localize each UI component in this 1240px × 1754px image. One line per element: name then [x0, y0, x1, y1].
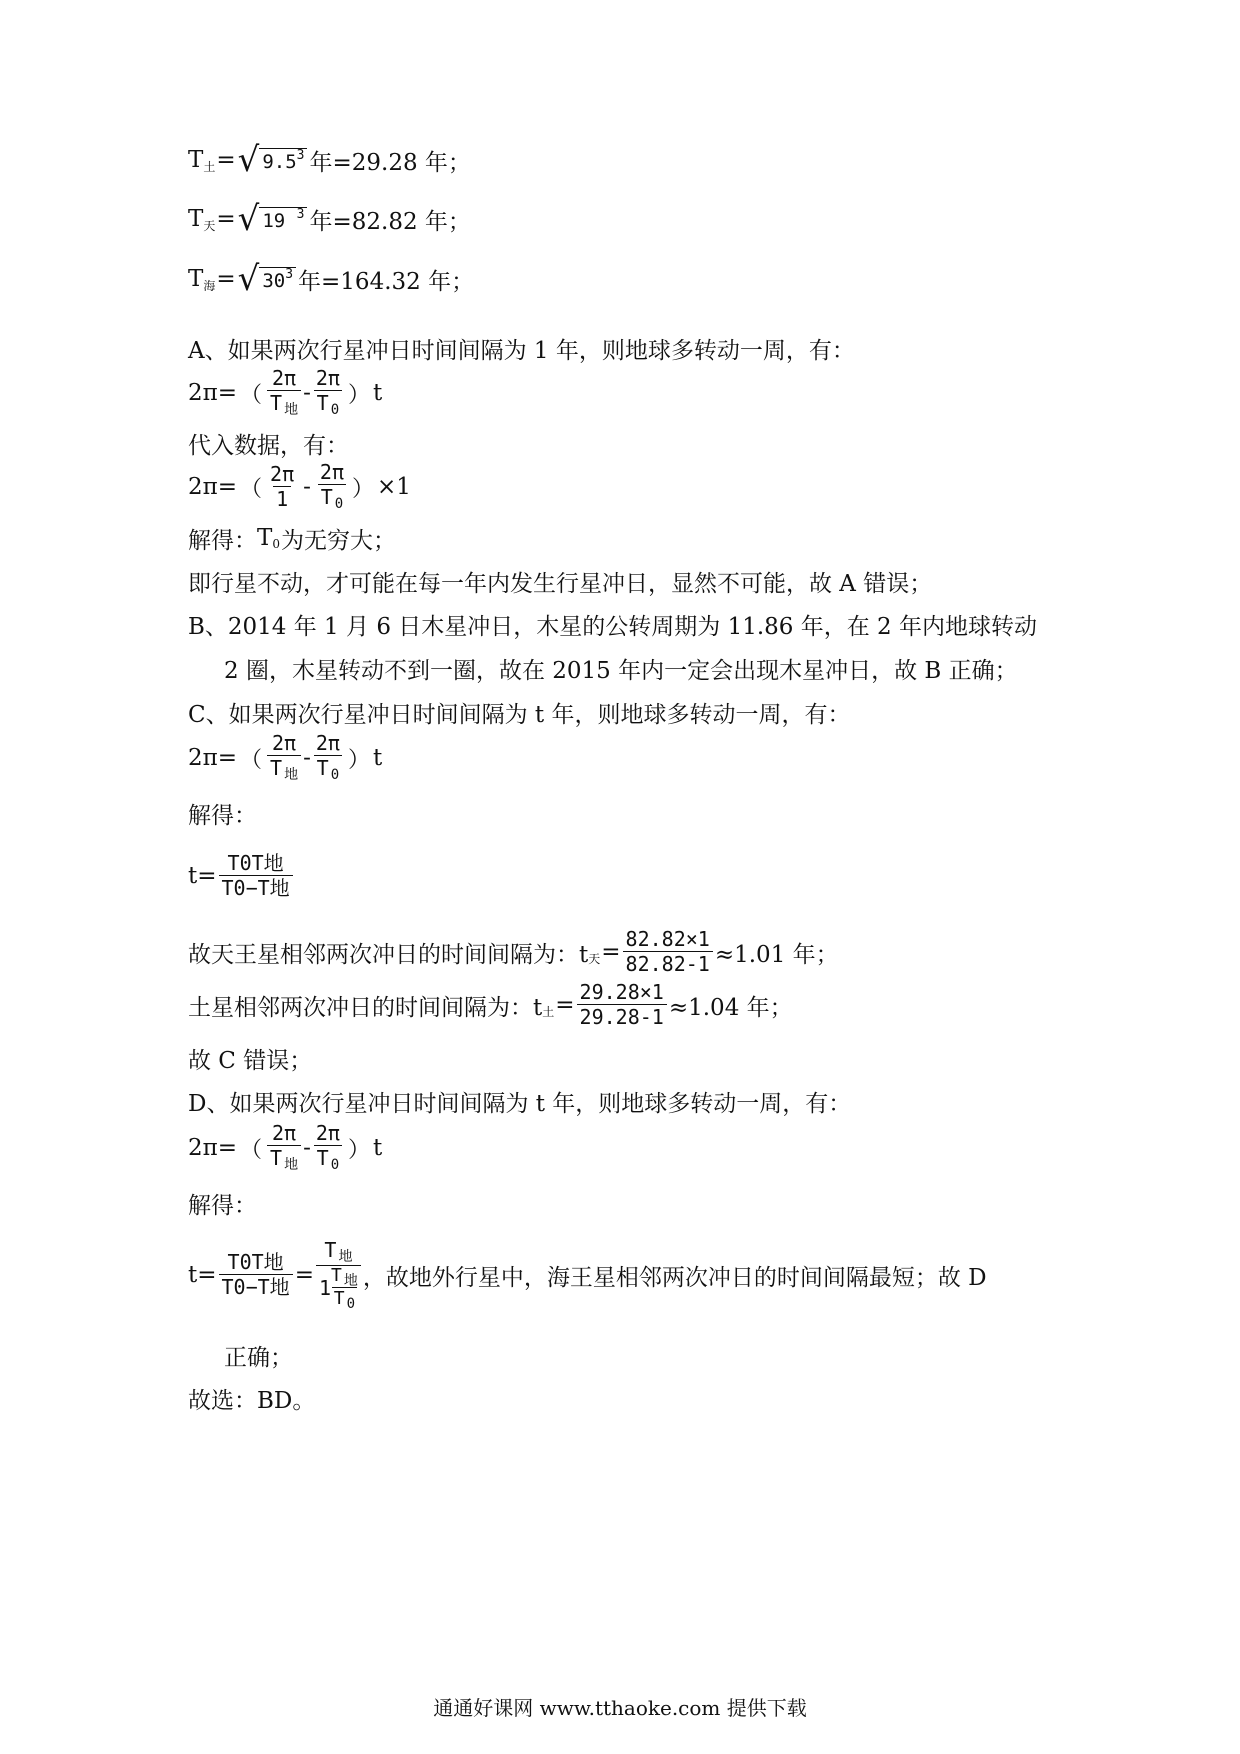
option-d-correct: [224, 1332, 293, 1378]
den-sub: 地: [284, 402, 299, 418]
saturn-fraction: [577, 981, 667, 1030]
time-variable: t: [372, 380, 383, 406]
inner-num-sub: 地: [343, 1273, 358, 1289]
t-equals: t=: [188, 863, 217, 889]
angular-equation-d: [188, 1117, 382, 1179]
numerator: T0T地: [227, 1249, 284, 1274]
denominator: 29.28-1: [577, 1004, 667, 1030]
t-subscript: 土: [542, 1004, 555, 1019]
paragraph-text: 代入数据，有：: [188, 432, 349, 459]
denominator: T0−T地: [219, 1274, 293, 1300]
fraction-planet: [313, 1122, 343, 1174]
uranus-period-line: [188, 196, 471, 242]
numerator: 2π: [272, 731, 297, 755]
square-root: √ $30^3$: [238, 262, 296, 296]
radicand: 19: [262, 210, 297, 232]
solve-result: 为无穷大；: [280, 527, 396, 554]
close-paren: ）: [352, 476, 375, 502]
synodic-fraction: [219, 1251, 293, 1300]
paragraph-text: D、如果两次行星冲日时间间隔为 t 年，则地球多转动一周，有：: [188, 1090, 852, 1117]
fraction-planet: [313, 367, 343, 419]
fraction-earth: [267, 732, 301, 784]
denominator: [318, 484, 346, 513]
radicand: 30: [262, 270, 286, 292]
t-symbol: T: [257, 525, 273, 551]
equals-sign: =: [216, 266, 236, 292]
option-c-conclusion: [188, 1035, 312, 1081]
numerator: 29.28×1: [579, 979, 664, 1004]
paragraph-text: A、如果两次行星冲日时间间隔为 1 年，则地球多转动一周，有：: [188, 337, 855, 364]
paragraph-text: ，故地外行星中，海王星相邻两次冲日的时间间隔最短；故 D: [362, 1264, 987, 1291]
answer-text: 故选：BD。: [188, 1387, 316, 1414]
open-paren: （: [240, 476, 263, 502]
planet-subscript: 海: [203, 278, 216, 293]
inner-fraction: [331, 1266, 358, 1311]
solve-line-c: [188, 790, 257, 836]
paragraph-text: 故天王星相邻两次冲日的时间间隔为：t: [188, 941, 589, 968]
numerator: 82.82×1: [625, 926, 710, 951]
solve-line-d: [188, 1180, 257, 1226]
open-paren: （: [240, 382, 263, 408]
t-subscript: 0: [272, 537, 280, 551]
radicand: 9.5: [262, 151, 297, 173]
uranus-fraction: [623, 928, 713, 977]
t-symbol: T: [188, 266, 204, 292]
t-equals: t=: [188, 1262, 217, 1288]
saturn-period-line: [188, 137, 471, 183]
solve-label: 解得：: [188, 802, 257, 829]
numerator: 2π: [319, 460, 345, 484]
den-lead: 1: [318, 1276, 332, 1300]
paragraph-text: 故 C 错误；: [188, 1047, 313, 1074]
paragraph-text: B、2014 年 1 月 6 日木星冲日，木星的公转周期为 11.86 年，在 2 年内地球转动: [188, 613, 1037, 640]
solve-label: 解得：: [188, 527, 257, 554]
close-paren: ）: [347, 382, 370, 408]
synodic-fraction: [219, 852, 293, 901]
paragraph-text: C、如果两次行星冲日时间间隔为 t 年，则地球多转动一周，有：: [188, 701, 851, 728]
exponent: 3: [296, 207, 305, 222]
num-sub: 地: [338, 1249, 353, 1265]
period-result: 年=164.32 年；: [298, 268, 475, 295]
denominator: [267, 755, 301, 784]
den-sub: 地: [284, 767, 299, 783]
angular-equation-c: [188, 727, 382, 789]
den-main: T: [320, 485, 333, 509]
option-b-line2: [224, 645, 1018, 691]
equals-sign: =: [216, 206, 236, 232]
square-root: √ 19 $^3$: [238, 202, 308, 236]
period-result: 年=29.28 年；: [309, 149, 471, 176]
numerator: 2π: [315, 1121, 340, 1145]
paragraph-text: 即行星不动，才可能在每一年内发生行星冲日，显然不可能，故 A 错误；: [188, 570, 933, 597]
den-main: T: [316, 756, 329, 780]
paragraph-text: 正确；: [224, 1344, 293, 1371]
paragraph-text: 2 圈，木星转动不到一圈，故在 2015 年内一定会出现木星冲日，故 B 正确；: [224, 657, 1018, 684]
denominator: [316, 1265, 361, 1311]
inner-num-main: T: [331, 1265, 342, 1286]
equation-lhs: 2π=: [188, 1135, 238, 1161]
square-root: √ $9.5^3$: [238, 143, 308, 177]
inner-den-sub: 0: [346, 1296, 356, 1312]
planet-subscript: 天: [203, 218, 216, 233]
angular-equation-a: [188, 362, 382, 424]
fraction-planet: [313, 732, 343, 784]
denominator: 82.82-1: [623, 951, 713, 977]
den-main: T: [270, 391, 283, 415]
saturn-interval-line: 土星相邻两次冲日的时间间隔为：t 土 = $\frac{29.28\times 1}{29.28-1}$ ≈1.04 年；: [188, 979, 793, 1029]
exponent: 3: [296, 148, 305, 163]
denominator: [267, 1145, 301, 1174]
period-result: 年=82.82 年；: [309, 208, 471, 235]
equals-sign: =: [216, 147, 236, 173]
den-main: T: [270, 1146, 283, 1170]
den-main: T: [316, 391, 329, 415]
equation-lhs: 2π=: [188, 745, 238, 771]
interval-result: ≈1.04 年；: [668, 994, 793, 1021]
t-symbol: T: [188, 206, 204, 232]
fraction-planet: [317, 461, 347, 513]
denominator: [314, 755, 342, 784]
numerator: [321, 1239, 355, 1265]
uranus-interval-line: 故天王星相邻两次冲日的时间间隔为：t 天 = $\frac{82.82\times 1}{82.82-1}$ ≈1.01 年；: [188, 926, 839, 976]
exponent: 3: [285, 267, 294, 282]
num-main: T: [324, 1238, 337, 1262]
den-main: T: [316, 1146, 329, 1170]
close-paren: ）: [347, 1137, 370, 1163]
denominator: 1: [273, 486, 291, 512]
inner-den-main: T: [333, 1288, 345, 1309]
den-main: T: [270, 756, 283, 780]
t-symbol: T: [188, 147, 204, 173]
fraction-earth-value: [267, 463, 297, 512]
time-variable: t: [372, 1135, 383, 1161]
den-sub: 0: [330, 1157, 340, 1173]
paragraph-text: 土星相邻两次冲日的时间间隔为：t: [188, 994, 543, 1021]
open-paren: （: [240, 1137, 263, 1163]
close-paren: ）: [347, 747, 370, 773]
denominator: [267, 390, 301, 419]
time-variable: t: [372, 745, 383, 771]
solve-label: 解得：: [188, 1192, 257, 1219]
numerator: 2π: [270, 461, 295, 486]
open-paren: （: [240, 747, 263, 773]
fraction-earth: [267, 1122, 301, 1174]
den-sub: 0: [330, 767, 340, 783]
page-footer: 通通好课网 www.tthaoke.com 提供下载: [433, 1696, 807, 1720]
equation-lhs: 2π=: [188, 380, 238, 406]
fraction-earth: [267, 367, 301, 419]
numerator: 2π: [315, 731, 340, 755]
option-a-conclusion: [188, 558, 932, 604]
numerator: T0T地: [227, 850, 284, 875]
interval-result: ≈1.01 年；: [714, 941, 839, 968]
neptune-period-line: [188, 256, 474, 302]
den-sub: 0: [334, 496, 344, 512]
t-formula-c: [188, 840, 295, 912]
den-sub: 0: [330, 402, 340, 418]
compound-fraction: [316, 1239, 361, 1311]
solve-line-a: [188, 515, 396, 561]
minus-sign: -: [303, 474, 311, 500]
numerator: 2π: [315, 366, 340, 390]
equation-lhs: 2π=: [188, 474, 238, 500]
minus-sign: -: [303, 380, 311, 406]
option-b-line1: [188, 601, 1037, 647]
planet-subscript: 土: [203, 159, 216, 174]
t-formula-d: t= $\frac{\text{T0T地}}{\text{T0−T地}}$ = T $_地$ 1 $\frac{T _地}{T _0}$ ，故地外行星中，海王星相邻两次冲日的时间间隔最短；故 D: [188, 1238, 987, 1312]
numerator: 2π: [272, 366, 297, 390]
final-answer: [188, 1375, 315, 1421]
minus-sign: -: [303, 1135, 311, 1161]
multiplier: ×1: [377, 474, 411, 500]
numerator: 2π: [272, 1121, 297, 1145]
denominator: T0−T地: [219, 875, 293, 901]
substituted-equation-a: [188, 456, 411, 518]
denominator: [314, 1145, 342, 1174]
den-sub: 地: [284, 1157, 299, 1173]
minus-sign: -: [303, 745, 311, 771]
t-subscript: 天: [588, 951, 601, 966]
denominator: [314, 390, 342, 419]
